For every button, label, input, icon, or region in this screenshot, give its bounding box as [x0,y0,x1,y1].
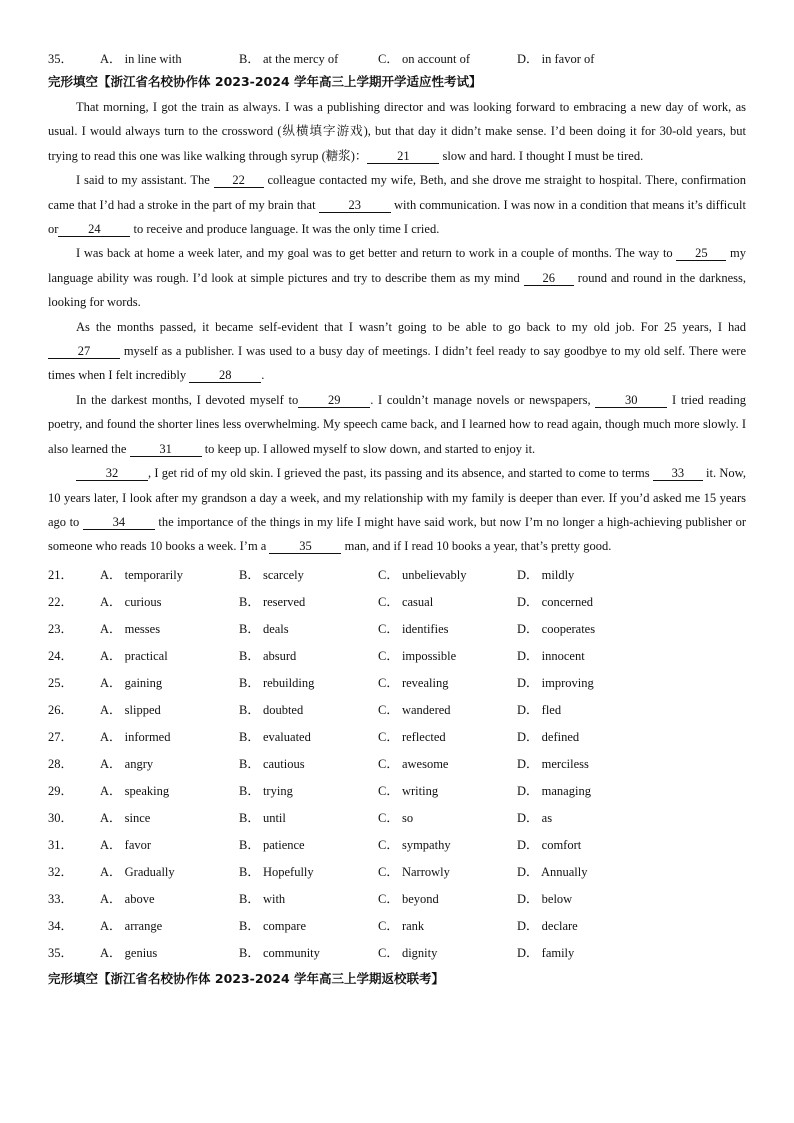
question-number: 23． [48,622,74,637]
option-a: A． above [100,892,155,907]
blank-32: 32 [76,466,148,481]
option-c: C． reflected [378,730,446,745]
option-c: C． unbelievably [378,568,467,583]
option-a: A． curious [100,595,162,610]
option-b: B． with [239,892,286,907]
option-b: B． rebuilding [239,676,315,691]
text: . [261,368,265,383]
option-c: C． rank [378,919,425,934]
paragraph-1 [48,95,746,168]
text: to receive and produce language. It was the only time I cried. [130,222,440,237]
option-c: C． casual [378,595,434,610]
question-row [48,777,746,804]
option-d: D． mildly [517,568,575,583]
paragraph-2 [48,168,746,241]
question-row [48,858,746,885]
question-row [48,669,746,696]
option-b: B． deals [239,622,289,637]
question-row [48,939,746,966]
option-d: D． comfort [517,838,582,853]
text: with communication. I was now in a condition that means it’s difficult or [48,197,746,237]
question-number: 25． [48,676,74,691]
option-c: C． writing [378,784,439,799]
option-d: D． Annually [517,865,588,880]
question-row [48,723,746,750]
paragraph-6 [48,461,746,559]
blank-35: 35 [269,539,341,554]
option-a: A． favor [100,838,152,853]
option-b: B． absurd [239,649,297,664]
option-a: A． arrange [100,919,163,934]
option-c: C． impossible [378,649,457,664]
blank-29: 29 [298,393,370,408]
option-c: C． dignity [378,946,438,961]
text: As the months passed, it became self-evident that I wasn’t going to be able to go back to my old job. For 25 years, I had [76,319,746,334]
option-a: A． speaking [100,784,170,799]
question-35-prev [48,44,746,71]
option-a: A． practical [100,649,168,664]
option-b: B． scarcely [239,568,304,583]
option-d: D． concerned [517,595,594,610]
blank-26: 26 [524,271,574,286]
text: I tried reading poetry, and found the shorter lines less overwhelming. My speech came back, and I learned how to read again, though much more slowly. I also learned the [48,392,746,456]
option-c: C． sympathy [378,838,451,853]
text: to keep up. I allowed myself to slow down, and started to enjoy it. [201,441,536,456]
section-source: 【浙江省名校协作体 2023-2024 学年高三上学期返校联考】 [98,970,444,986]
section-source: 【浙江省名校协作体 2023-2024 学年高三上学期开学适应性考试】 [98,74,482,89]
section-label: 完形填空 [48,970,99,986]
question-number: 33． [48,892,74,907]
option-c: C． awesome [378,757,449,772]
option-c: C． so [378,811,414,826]
text: slow and hard. I thought I must be tired. [439,148,644,163]
option-d: D． as [517,811,553,826]
question-row [48,696,746,723]
question-row [48,750,746,777]
question-row [48,831,746,858]
option-b: B． cautious [239,757,305,772]
option-d: D． declare [517,919,578,934]
option-d: D． defined [517,730,580,745]
option-d: D． innocent [517,649,585,664]
blank-28: 28 [189,368,261,383]
option-c: C． on account of [378,51,470,66]
blank-21: 21 [367,149,439,164]
option-c: C． beyond [378,892,439,907]
text: I was back at home a week later, and my goal was to get better and return to work in a couple of months. The way to [76,246,677,261]
text: man, and if I read 10 books a year, that’s pretty good. [341,539,612,554]
section-label: 完形填空 [48,74,99,89]
question-number: 27． [48,730,74,745]
option-b: B． until [239,811,286,826]
document-page [48,0,746,990]
text: my language ability was rough. I’d look at simple pictures and try to describe them as my mind [48,246,746,285]
option-a: A． angry [100,757,154,772]
option-c: C． Narrowly [378,865,450,880]
question-number: 31． [48,838,74,853]
text: That morning, I got the train as always. I was a publishing director and was looking forward to embracing a new day of work, as usual. I would always turn to the crossword (纵横填字游戏), but that day it didn’t make sense. I’d been doing it for 30-old years, but trying to read this one was like walking through syrup (糖浆)： [48,100,746,163]
blank-23: 23 [319,198,391,213]
option-b: B． at the mercy of [239,51,339,66]
blank-24: 24 [58,222,130,237]
option-a: A． genius [100,946,158,961]
option-a: A． slipped [100,703,161,718]
option-a: A． gaining [100,676,163,691]
text: the importance of the things in my life I might have said work, but now I’m no longer a high-achieving publisher or someone who reads 10 books a week. I’m a [48,514,746,554]
paragraph-4 [48,315,746,388]
paragraph-3 [48,241,746,314]
blank-33: 33 [653,466,703,481]
question-number: 22． [48,595,74,610]
question-number: 34． [48,919,74,934]
option-b: B． compare [239,919,306,934]
option-d: D． managing [517,784,591,799]
question-number: 26． [48,703,74,718]
question-row [48,588,746,615]
blank-30: 30 [595,393,667,408]
option-a: A． since [100,811,151,826]
option-b: B． patience [239,838,305,853]
text: In the darkest months, I devoted myself to [76,392,299,407]
blank-22: 22 [214,173,264,188]
option-c: C． revealing [378,676,449,691]
question-row [48,561,746,588]
option-d: D． below [517,892,573,907]
question-row [48,642,746,669]
option-c: C． wandered [378,703,451,718]
question-number: 24． [48,649,74,664]
question-number: 32． [48,865,74,880]
question-number: 30． [48,811,74,826]
option-a: A． in line with [100,51,182,66]
text: colleague contacted my wife, Beth, and she drove me straight to hospital. There, confirmation came that I’d had a stroke in the part of my brain that [48,173,746,212]
text: I said to my assistant. The [76,173,214,188]
option-d: D． family [517,946,575,961]
option-b: B． doubted [239,703,304,718]
question-row [48,804,746,831]
blank-34: 34 [83,515,155,530]
option-a: A． Gradually [100,865,175,880]
option-d: D． fled [517,703,562,718]
option-b: B． reserved [239,595,306,610]
question-number: 35． [48,51,74,66]
option-b: B． evaluated [239,730,311,745]
option-a: A． temporarily [100,568,183,583]
question-number: 35． [48,946,74,961]
option-a: A． informed [100,730,171,745]
option-a: A． messes [100,622,161,637]
text: myself as a publisher. I was used to a busy day of meetings. I didn’t feel ready to say goodbye to my old self. There were times when I felt incredibly [48,344,746,383]
text: , I get rid of my old skin. I grieved the past, its passing and its absence, and started to come to terms [148,466,653,481]
question-row [48,912,746,939]
option-b: B． community [239,946,320,961]
option-b: B． Hopefully [239,865,314,880]
question-row [48,885,746,912]
question-list [48,561,746,966]
question-number: 28． [48,757,74,772]
option-d: D． cooperates [517,622,596,637]
text: round and round in the darkness, looking for words. [48,270,746,310]
option-d: D． improving [517,676,594,691]
question-number: 29． [48,784,74,799]
section-heading-2 [48,968,746,990]
blank-25: 25 [676,246,726,261]
question-row [48,615,746,642]
paragraph-5 [48,388,746,461]
option-b: B． trying [239,784,293,799]
option-d: D． in favor of [517,51,595,66]
section-heading-1 [48,71,746,93]
option-d: D． merciless [517,757,589,772]
blank-27: 27 [48,344,120,359]
text: it. Now, 10 years later, I look after my grandson a day a week, and my relationship with my family is deeper than ever. If you’d asked me 15 years ago to [48,466,746,529]
blank-31: 31 [130,442,202,457]
question-number: 21． [48,568,74,583]
option-c: C． identifies [378,622,449,637]
cloze-passage [48,95,746,559]
text: . I couldn’t manage novels or newspapers, [370,392,596,407]
